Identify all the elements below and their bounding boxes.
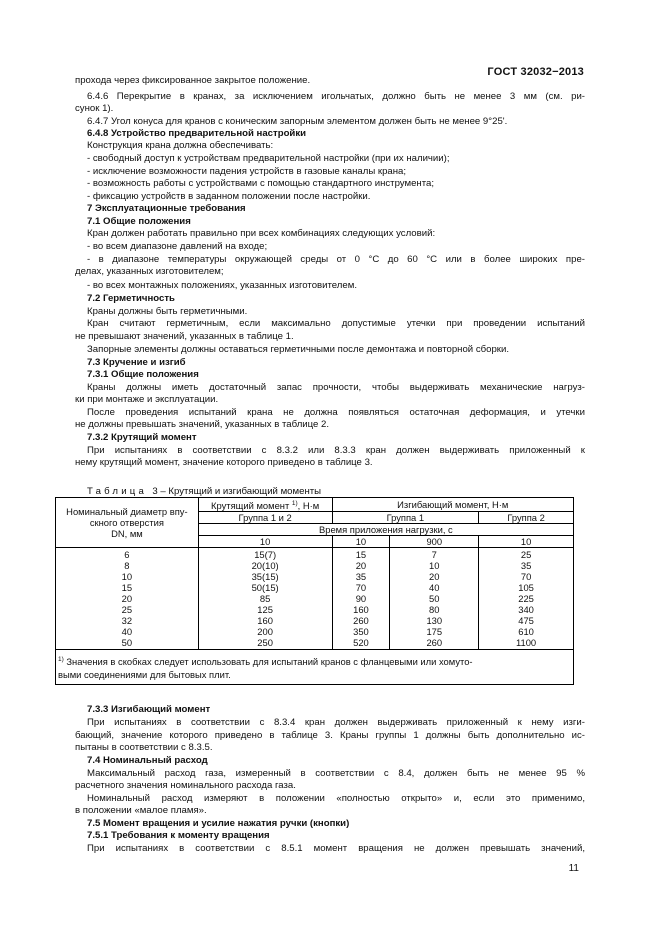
table-cell: 520 <box>332 637 390 650</box>
table-row <box>56 582 574 593</box>
text-line: 7.3.3 Изгибающий момент <box>87 704 211 715</box>
table-row <box>56 548 574 561</box>
table-cell: 260 <box>332 615 390 626</box>
page-number: 11 <box>568 863 579 874</box>
table-cell: 225 <box>479 593 574 604</box>
table-cell: 35 <box>332 571 390 582</box>
text-line: - свободный доступ к устройствам предварительной настройки (при их наличии); <box>87 153 450 164</box>
table-cell: 40 <box>390 582 479 593</box>
text-line: бающий, значение которого приведено в таблице 3. Краны группы 1 должны быть дополнительно ис- <box>75 730 585 741</box>
table-cell: 105 <box>479 582 574 593</box>
table-cell: 1100 <box>479 637 574 650</box>
table-row <box>56 626 574 637</box>
table-cell: 10 <box>390 560 479 571</box>
table-caption-word: Таблица <box>87 486 148 497</box>
text-line: 7.3.2 Крутящий момент <box>87 432 197 443</box>
table-cell: 32 <box>56 615 199 626</box>
table-cell: 85 <box>198 593 332 604</box>
table-cell: 35 <box>479 560 574 571</box>
table-cell: 610 <box>479 626 574 637</box>
table-cell: 20 <box>56 593 199 604</box>
header-time-value: 900 <box>390 536 479 548</box>
text-line: 6.4.6 Перекрытие в кранах, за исключением игольчатых, должно быть не менее 3 мм (см. ри- <box>87 91 585 102</box>
table-cell: 160 <box>332 604 390 615</box>
table-row <box>56 593 574 604</box>
header-torque: Крутящий момент $^{1)}$, Н·м <box>198 498 332 512</box>
text-line: 7.3 Кручение и изгиб <box>87 357 186 368</box>
table-cell: 6 <box>56 548 199 561</box>
text-line: 7.5.1 Требования к моменту вращения <box>87 830 270 841</box>
header-time: Время приложения нагрузки, с <box>198 524 573 536</box>
text-line: 7 Эксплуатационные требования <box>87 203 246 214</box>
text-line: Кран должен работать правильно при всех комбинациях следующих условий: <box>87 228 436 239</box>
table-caption <box>87 486 321 497</box>
text-line: сунок 1). <box>75 103 114 114</box>
table-cell: 20 <box>332 560 390 571</box>
table-cell: 50 <box>390 593 479 604</box>
table-caption-text: – Крутящий и изгибающий моменты <box>160 486 322 497</box>
text-line: не превышают значений, указанных в таблице 1. <box>75 331 294 342</box>
text-line: 7.4 Номинальный расход <box>87 755 208 766</box>
standard-header: ГОСТ 32032−2013 <box>487 66 584 78</box>
text-line: 7.3.1 Общие положения <box>87 369 199 380</box>
table-cell: 160 <box>198 615 332 626</box>
text-line: Кран считают герметичным, если максимально допустимые утечки при проведении испытаний <box>87 318 585 329</box>
table-row <box>56 637 574 650</box>
table-row <box>56 560 574 571</box>
table-row <box>56 604 574 615</box>
text-line: Конструкция крана должна обеспечивать: <box>87 140 274 151</box>
text-line: 6.4.7 Угол конуса для кранов с коническим запорным элементом должен быть не менее 9°25'. <box>87 116 508 127</box>
header-dn: Номинальный диаметр впу- скного отверстия DN, мм <box>56 498 199 548</box>
header-time-value: 10 <box>479 536 574 548</box>
text-line: При испытаниях в соответствии с 8.3.4 кран должен выдерживать приложенный к нему изги- <box>87 717 585 728</box>
text-line: - во всем диапазоне давлений на входе; <box>87 241 268 252</box>
header-bending: Изгибающий момент, Н·м <box>332 498 574 512</box>
text-line: 7.1 Общие положения <box>87 216 191 227</box>
text-line: - в диапазоне температуры окружающей среды от 0 °С до 60 °С или в более широких пре- <box>87 254 585 265</box>
text-line: - возможность работы с устройствами с помощью стандартного инструмента; <box>87 178 435 189</box>
text-line: 7.2 Герметичность <box>87 293 175 304</box>
table-cell: 250 <box>198 637 332 650</box>
table-cell: 20 <box>390 571 479 582</box>
table-cell: 10 <box>56 571 199 582</box>
table-cell: 475 <box>479 615 574 626</box>
table-cell: 25 <box>479 548 574 561</box>
table-cell: 20(10) <box>198 560 332 571</box>
text-line: в положении «малое пламя». <box>75 805 207 816</box>
text-line: не должны превышать значений, указанных в таблице 2. <box>75 419 330 430</box>
table-cell: 15(7) <box>198 548 332 561</box>
text-line: - во всех монтажных положениях, указанных изготовителем. <box>87 280 358 291</box>
header-group-2: Группа 2 <box>479 512 574 524</box>
text-line: 6.4.8 Устройство предварительной настройки <box>87 128 307 139</box>
text-line: ки при монтаже и эксплуатации. <box>75 394 219 405</box>
header-time-value: 10 <box>332 536 390 548</box>
table-cell: 175 <box>390 626 479 637</box>
table-cell: 8 <box>56 560 199 571</box>
text-line: При испытаниях в соответствии с 8.3.2 или 8.3.3 кран должен выдерживать приложенный к <box>87 445 585 456</box>
text-line: расчетного значения номинального расхода газа. <box>75 780 296 791</box>
table-cell: 350 <box>332 626 390 637</box>
table-cell: 260 <box>390 637 479 650</box>
table-footnote: $^{1)}$ Значения в скобках следует использовать для испытаний кранов с фланцевыми или хомуто- выми соединениями для бытовых плит. <box>56 650 574 685</box>
table-cell: 35(15) <box>198 571 332 582</box>
text-line: нему крутящий момент, значение которого приведено в таблице 3. <box>75 457 373 468</box>
text-line: - исключение возможности падения устройств в газовые каналы крана; <box>87 166 407 177</box>
header-time-value: 10 <box>198 536 332 548</box>
text-line: Краны должны быть герметичными. <box>87 306 248 317</box>
table-cell: 15 <box>56 582 199 593</box>
table-cell: 7 <box>390 548 479 561</box>
text-line: Запорные элементы должны оставаться герметичными после демонтажа и повторной сборки. <box>87 344 510 355</box>
table-cell: 90 <box>332 593 390 604</box>
table-cell: 340 <box>479 604 574 615</box>
table-3 <box>55 497 574 685</box>
table-cell: 40 <box>56 626 199 637</box>
table-caption-number: 3 <box>152 486 158 497</box>
text-line: прохода через фиксированное закрытое положение. <box>75 75 311 86</box>
text-line: делах, указанных изготовителем; <box>75 266 224 277</box>
table-cell: 70 <box>332 582 390 593</box>
text-line: Краны должны иметь достаточный запас прочности, чтобы выдерживать механические нагруз- <box>87 382 585 393</box>
table-cell: 15 <box>332 548 390 561</box>
text-line: После проведения испытаний крана не должна появляться остаточная деформация, и утечки <box>87 407 585 418</box>
text-line: При испытаниях в соответствии с 8.5.1 момент вращения не должен превышать значений, <box>87 843 585 854</box>
table-cell: 50 <box>56 637 199 650</box>
table-cell: 70 <box>479 571 574 582</box>
table-row <box>56 571 574 582</box>
header-group-1-2: Группа 1 и 2 <box>198 512 332 524</box>
table-cell: 80 <box>390 604 479 615</box>
header-group-1: Группа 1 <box>332 512 479 524</box>
text-line: - фиксацию устройств в заданном положении после настройки. <box>87 191 371 202</box>
table-cell: 50(15) <box>198 582 332 593</box>
table-row <box>56 615 574 626</box>
table-cell: 25 <box>56 604 199 615</box>
table-cell: 200 <box>198 626 332 637</box>
table-cell: 130 <box>390 615 479 626</box>
text-line: Максимальный расход газа, измеренный в соответствии с 8.4, должен быть не менее 95 % <box>87 768 585 779</box>
text-line: 7.5 Момент вращения и усилие нажатия ручки (кнопки) <box>87 818 350 829</box>
text-line: пытаны в соответствии с 8.3.5. <box>75 742 213 753</box>
table-cell: 125 <box>198 604 332 615</box>
text-line: Номинальный расход измеряют в положении «полностью открыто» и, если это применимо, <box>87 793 585 804</box>
